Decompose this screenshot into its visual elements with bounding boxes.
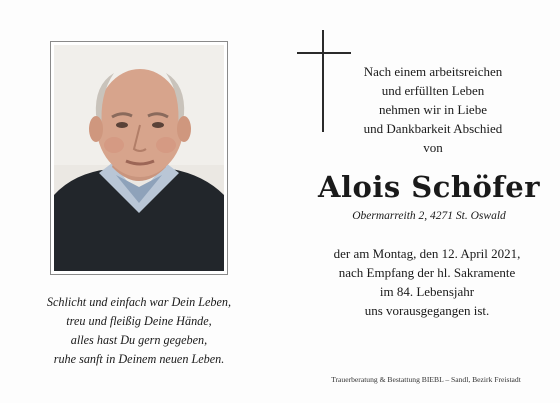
details-line: im 84. Lebensjahr (379, 284, 475, 299)
deceased-address: Obermarreith 2, 4271 St. Oswald (352, 210, 506, 222)
intro-line: und Dankbarkeit Abschied (363, 121, 503, 136)
portrait-photo (54, 45, 224, 271)
memorial-poem (10, 293, 268, 369)
poem-line: treu und fleißig Deine Hände, (66, 314, 212, 328)
poem-line: Schlicht und einfach war Dein Leben, (46, 295, 232, 309)
funeral-home-credit: Trauerberatung & Bestattung BIEBL – Sandl, Bezirk Freistadt (331, 375, 521, 384)
intro-line: nehmen wir in Liebe (379, 102, 487, 117)
intro-line: und erfüllten Leben (381, 83, 485, 98)
intro-line: Nach einem arbeitsreichen (363, 64, 503, 79)
poem-line: alles hast Du gern gegeben, (70, 333, 208, 347)
death-details (296, 244, 558, 320)
details-line: der am Montag, den 12. April 2021, (333, 246, 521, 261)
deceased-name: Alois Schöfer (317, 170, 541, 204)
intro-text (318, 62, 548, 157)
details-line: uns vorausgegangen ist. (364, 303, 490, 318)
portrait-frame (50, 41, 228, 275)
details-line: nach Empfang der hl. Sakramente (338, 265, 516, 280)
poem-line: ruhe sanft in Deinem neuen Leben. (53, 352, 225, 366)
intro-line: von (423, 140, 443, 155)
